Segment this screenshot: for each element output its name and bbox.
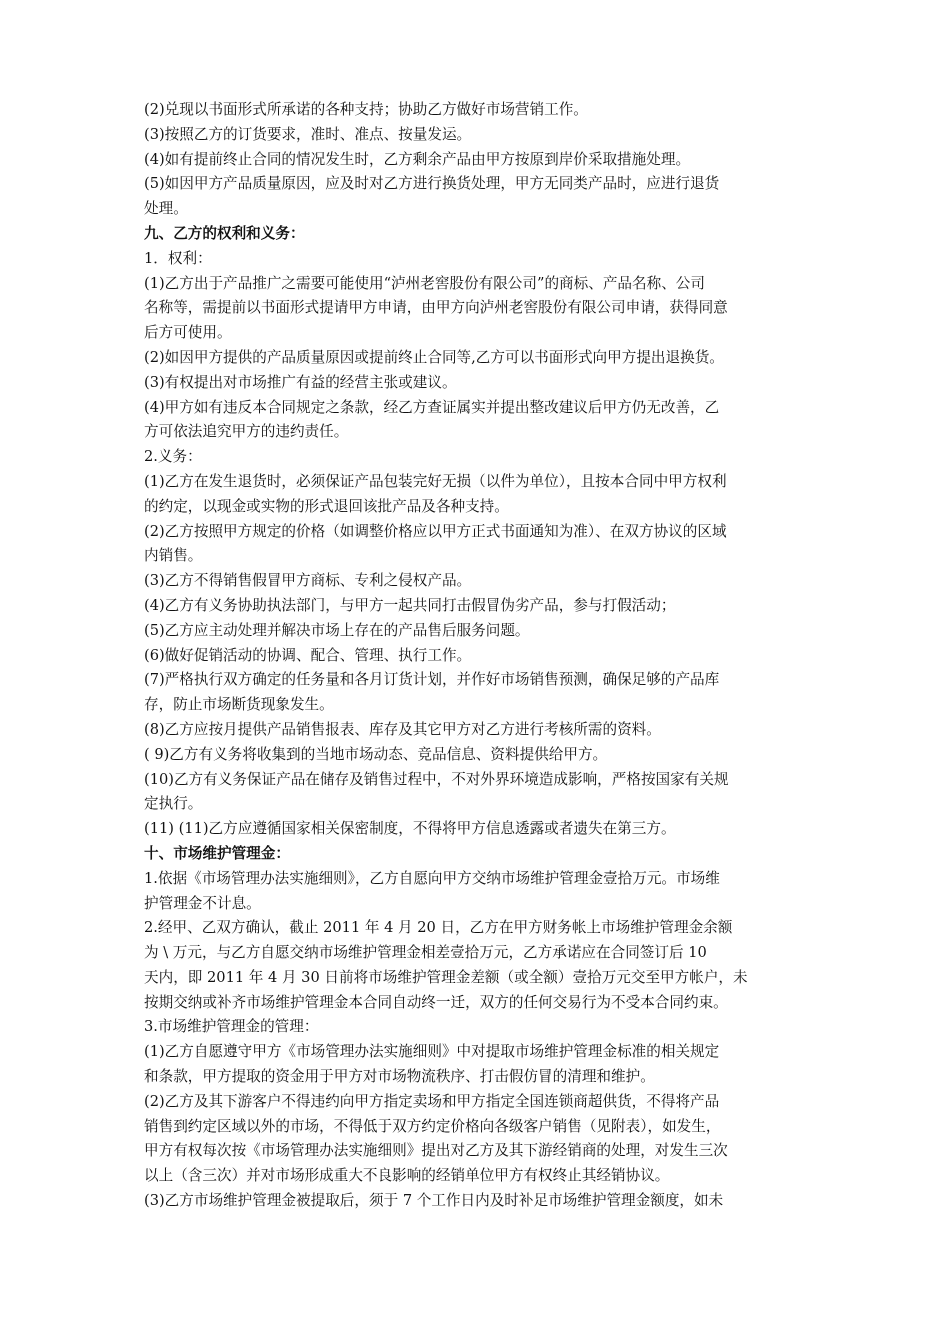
text-line: (3)有权提出对市场推广有益的经营主张或建议。	[144, 373, 457, 391]
text-line: (1)乙方在发生退货时，必须保证产品包装完好无损（以件为单位），且按本合同中甲方权利	[144, 472, 727, 490]
text-line: 1.依据《市场管理办法实施细则》，乙方自愿向甲方交纳市场维护管理金壹拾万元。市场维	[144, 869, 720, 887]
text-line: 内销售。	[144, 547, 203, 565]
text-line: (11) (11)乙方应遵循国家相关保密制度，不得将甲方信息透露或者遗失在第三方。	[144, 820, 676, 838]
text-line: 后方可使用。	[144, 324, 232, 342]
text-line: 存，防止市场断货现象发生。	[144, 696, 334, 714]
text-line: 和条款，甲方提取的资金用于甲方对市场物流秩序、打击假仿冒的清理和维护。	[144, 1068, 655, 1086]
text-line: (10)乙方有义务保证产品在储存及销售过程中，不对外界环境造成影响，严格按国家有关规	[144, 770, 729, 788]
text-line: 甲方有权每次按《市场管理办法实施细则》提出对乙方及其下游经销商的处理，对发生三次	[144, 1142, 728, 1160]
document-page	[144, 98, 810, 1214]
text-line: 2.经甲、乙双方确认，截止 2011 年 4 月 20 日，乙方在甲方财务帐上市场维护管理金余额	[144, 919, 733, 937]
text-line: 1．权利：	[144, 249, 212, 267]
text-line: 以上（含三次）并对市场形成重大不良影响的经销单位甲方有权终止其经销协议。	[144, 1167, 670, 1185]
text-line: (3)乙方市场维护管理金被提取后，须于 7 个工作日内及时补足市场维护管理金额度，如未	[144, 1192, 724, 1210]
text-line: 3.市场维护管理金的管理：	[144, 1018, 319, 1036]
section-heading: 九、乙方的权利和义务：	[144, 224, 305, 242]
text-line: 为 \ 万元，与乙方自愿交纳市场维护管理金相差壹拾万元，乙方承诺应在合同签订后 10	[144, 944, 707, 962]
text-line: 护管理金不计息。	[144, 894, 261, 912]
text-line: (5)乙方应主动处理并解决市场上存在的产品售后服务问题。	[144, 621, 530, 639]
text-line: 的约定，以现金或实物的形式退回该批产品及各种支持。	[144, 497, 509, 515]
text-line: 销售到约定区域以外的市场，不得低于双方约定价格向各级客户销售（见附表），如发生，	[144, 1117, 721, 1135]
text-line: (4)如有提前终止合同的情况发生时，乙方剩余产品由甲方按原到岸价采取措施处理。	[144, 150, 691, 168]
text-line: (2)兑现以书面形式所承诺的各种支持；协助乙方做好市场营销工作。	[144, 101, 588, 118]
section-heading: 十、市场维护管理金：	[144, 844, 290, 862]
text-line: (2)如因甲方提供的产品质量原因或提前终止合同等,乙方可以书面形式向甲方提出退换货。	[144, 348, 724, 366]
text-line: 2.义务：	[144, 448, 202, 466]
text-line: (1)乙方出于产品推广之需要可能使用“泸州老窖股份有限公司”的商标、产品名称、公司	[144, 274, 705, 292]
text-line: (2)乙方及其下游客户不得违约向甲方指定卖场和甲方指定全国连锁商超供货，不得将产品	[144, 1092, 720, 1110]
text-line: (3)按照乙方的订货要求，准时、准点、按量发运。	[144, 125, 472, 143]
text-line: 方可依法追究甲方的违约责任。	[144, 423, 349, 441]
text-line: (3)乙方不得销售假冒甲方商标、专利之侵权产品。	[144, 572, 472, 590]
text-line: (7)严格执行双方确定的任务量和各月订货计划，并作好市场销售预测，确保足够的产品库	[144, 671, 720, 689]
text-line: (8)乙方应按月提供产品销售报表、库存及其它甲方对乙方进行考核所需的资料。	[144, 720, 661, 738]
text-line: (4)乙方有义务协助执法部门，与甲方一起共同打击假冒伪劣产品，参与打假活动；	[144, 596, 676, 614]
text-line: (2)乙方按照甲方规定的价格（如调整价格应以甲方正式书面通知为准）、在双方协议的区域	[144, 522, 727, 540]
text-line: (6)做好促销活动的协调、配合、管理、执行工作。	[144, 646, 472, 664]
text-line: 按期交纳或补齐市场维护管理金本合同自动终一迁，双方的任何交易行为不受本合同约束。	[144, 993, 728, 1011]
text-line: 天内，即 2011 年 4 月 30 日前将市场维护管理金差额（或全额）壹拾万元交至甲方帐户，未	[144, 968, 748, 986]
text-line: (5)如因甲方产品质量原因，应及时对乙方进行换货处理，甲方无同类产品时，应进行退货	[144, 175, 720, 193]
text-line: 名称等，需提前以书面形式提请甲方申请，由甲方向泸州老窖股份有限公司申请，获得同意	[144, 299, 728, 317]
text-line: (4)甲方如有违反本合同规定之条款，经乙方查证属实并提出整改建议后甲方仍无改善，乙	[144, 398, 720, 416]
text-line: (1)乙方自愿遵守甲方《市场管理办法实施细则》中对提取市场维护管理金标准的相关规定	[144, 1043, 720, 1061]
text-line: 处理。	[144, 200, 188, 218]
text-line: 定执行。	[144, 795, 203, 813]
text-line: ( 9)乙方有义务将收集到的当地市场动态、竞品信息、资料提供给甲方。	[144, 745, 608, 763]
